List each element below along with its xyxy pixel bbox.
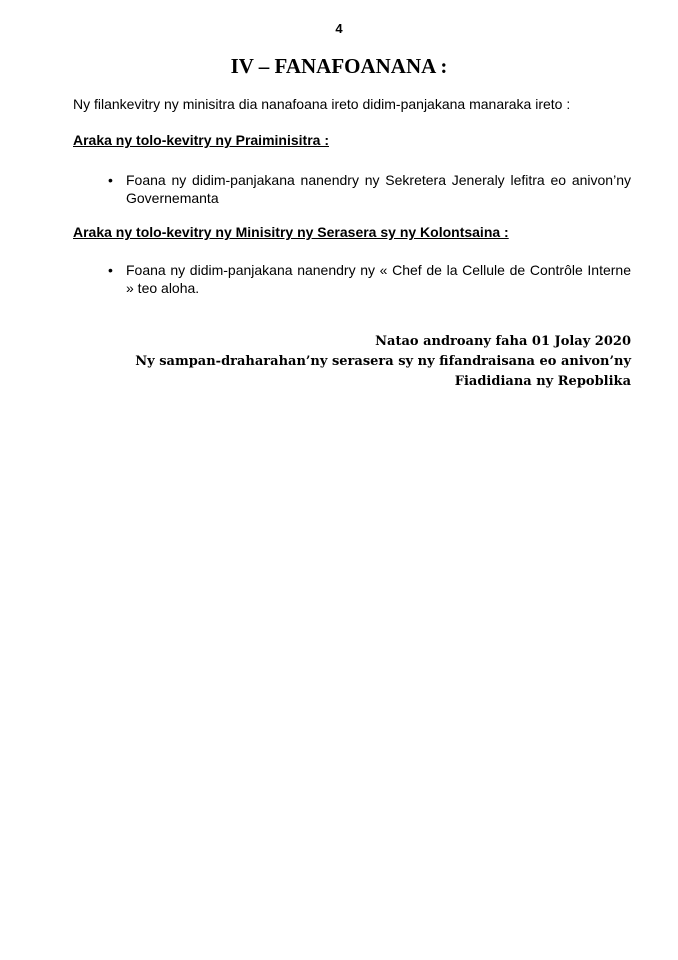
page-number: 4 xyxy=(335,21,343,36)
list-item-text: Foana ny didim-panjakana nanendry ny Sekretera Jeneraly lefitra eo anivon’ny Governemanta xyxy=(126,172,631,206)
signature-line: Ny sampan-draharahan’ny serasera sy ny fifandraisana eo anivon’ny xyxy=(135,354,631,369)
signature-date: Natao androany faha 01 Jolay 2020 xyxy=(375,334,631,349)
list-item-text: Foana ny didim-panjakana nanendry ny « Chef de la Cellule de Contrôle Interne » teo aloha. xyxy=(126,262,631,296)
section-heading-praiminisitra: Araka ny tolo-kevitry ny Praiminisitra : xyxy=(73,132,329,148)
section-heading-serasera: Araka ny tolo-kevitry ny Minisitry ny Serasera sy ny Kolontsaina : xyxy=(73,224,509,240)
list-item xyxy=(108,171,631,207)
intro-paragraph: Ny filankevitry ny minisitra dia nanafoana ireto didim-panjakana manaraka ireto : xyxy=(73,96,571,112)
signature-block xyxy=(135,332,631,392)
bullet-icon: • xyxy=(108,172,113,188)
list-item xyxy=(108,261,631,297)
signature-line: Fiadidiana ny Repoblika xyxy=(454,374,631,389)
bullet-icon: • xyxy=(108,262,113,278)
section-title: IV – FANAFOANANA : xyxy=(230,54,448,78)
